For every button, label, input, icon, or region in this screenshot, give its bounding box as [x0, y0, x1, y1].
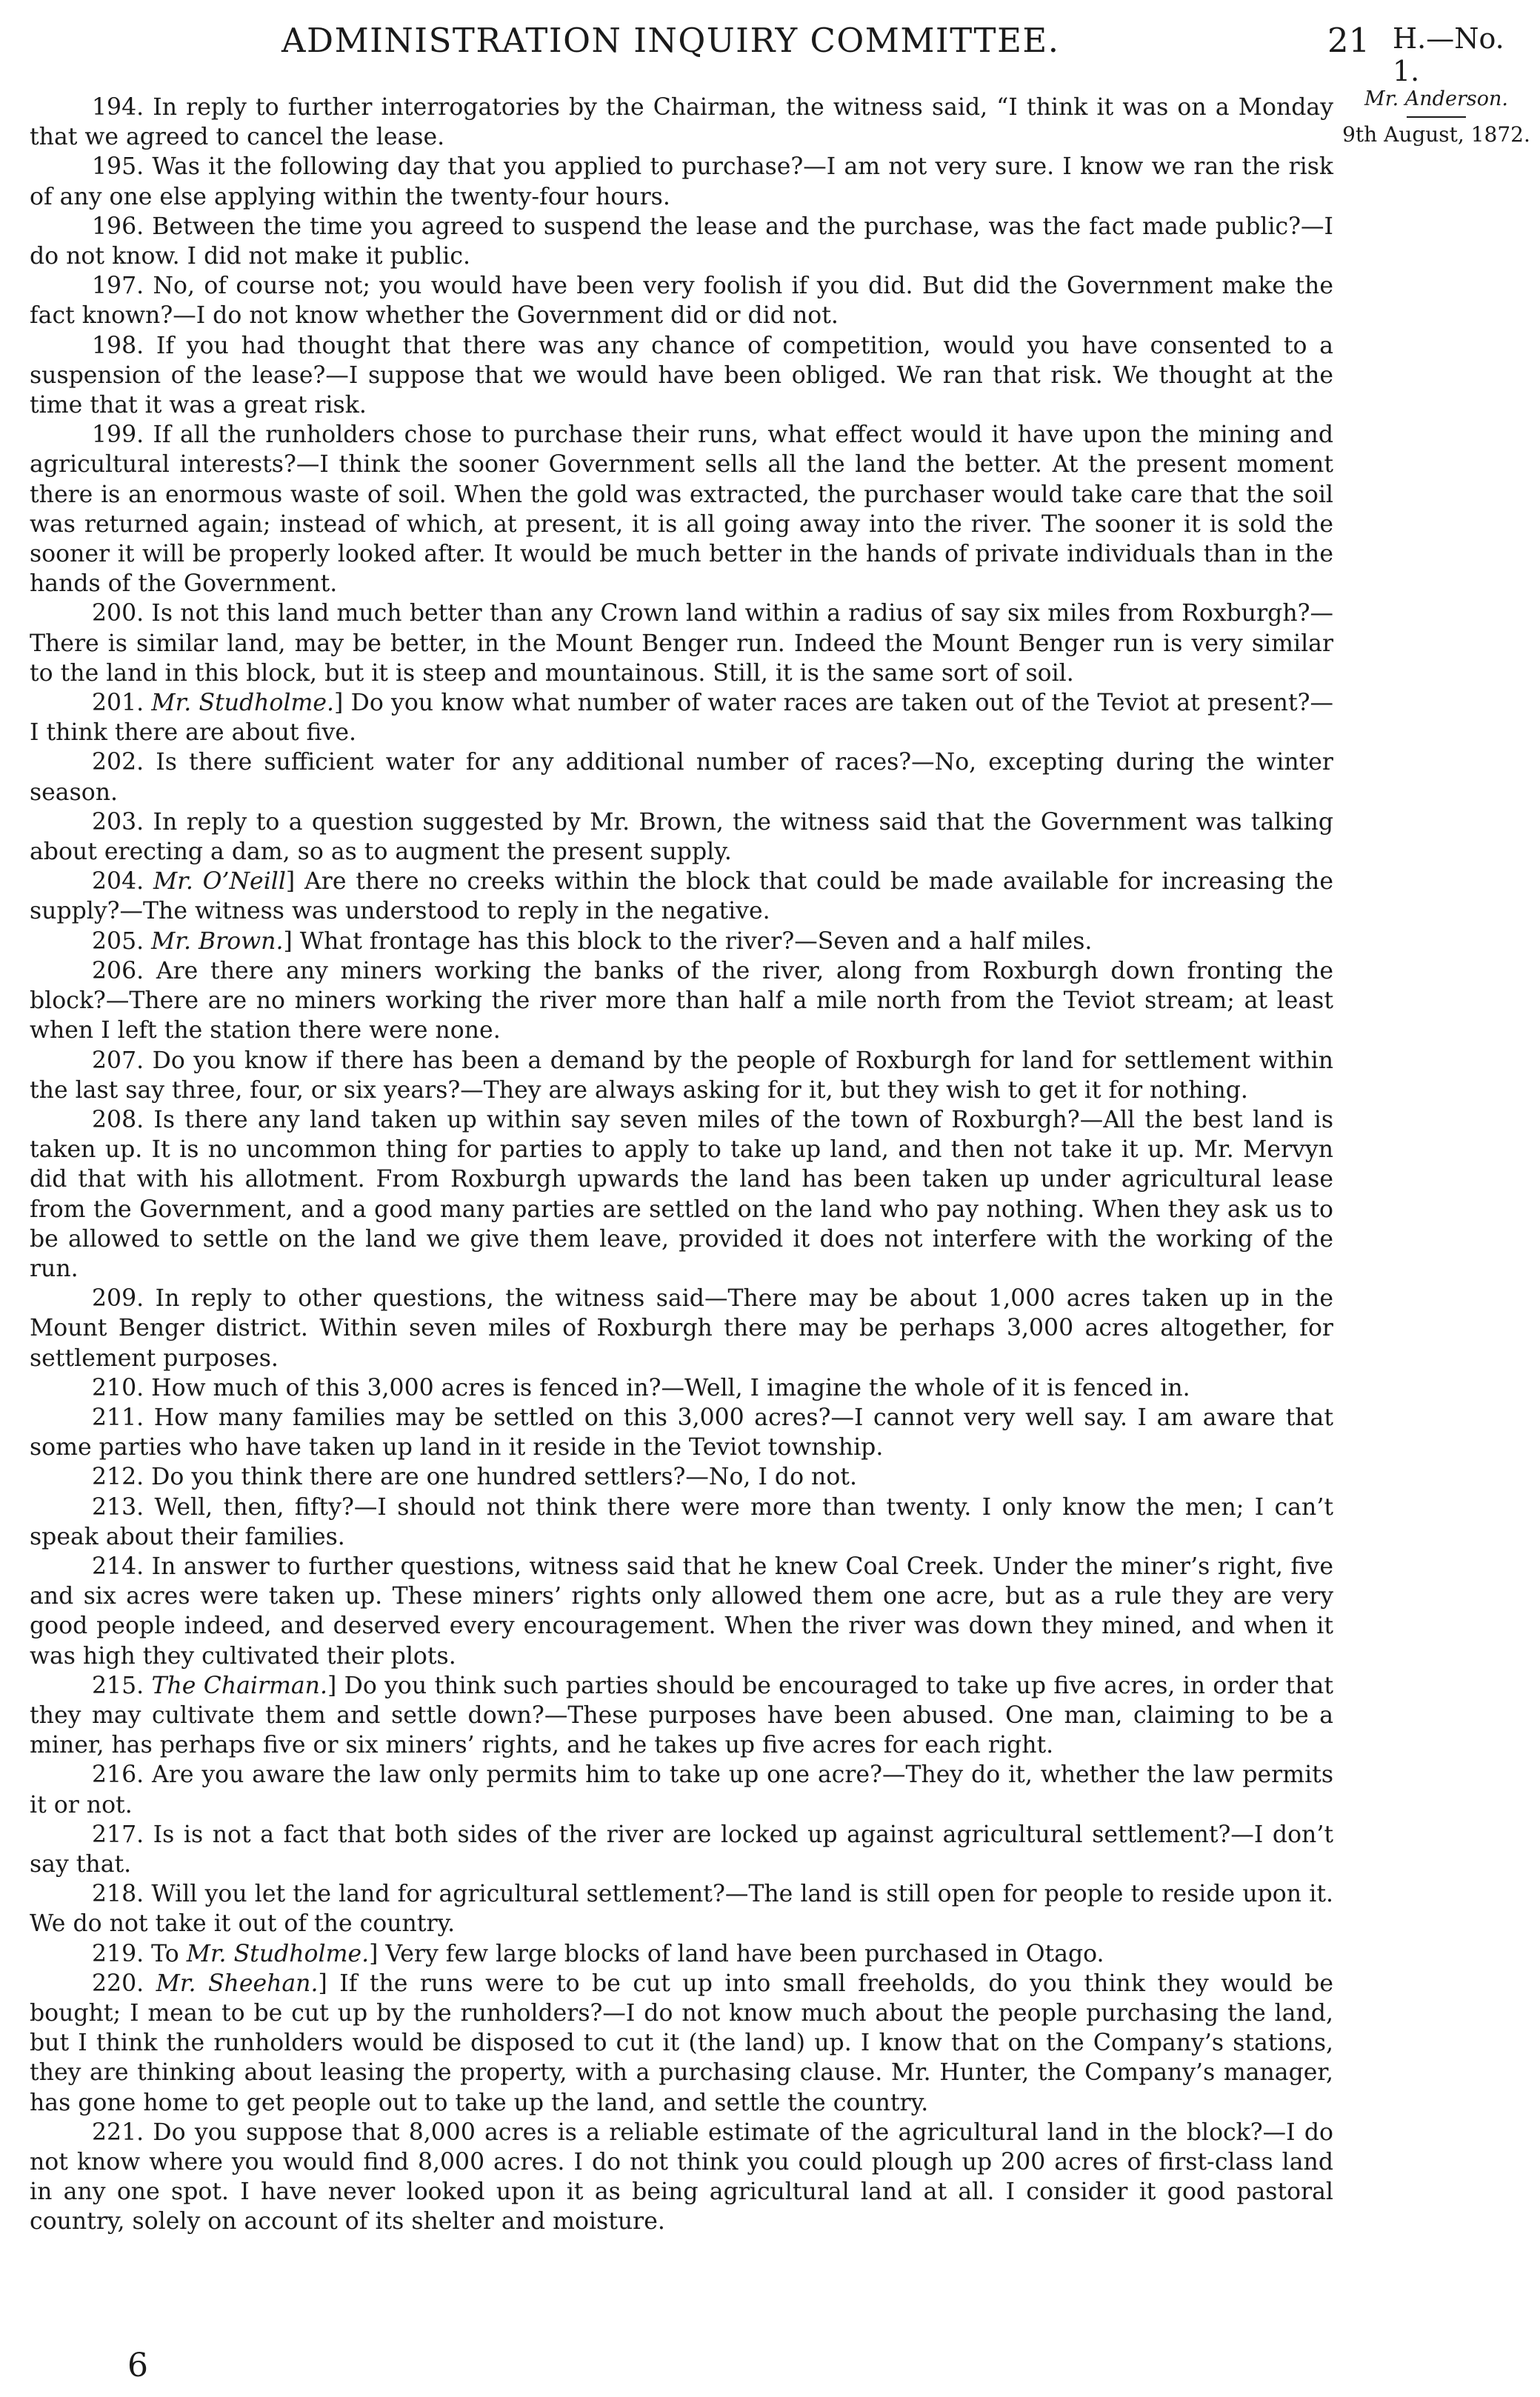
paragraph-text: 203. In reply to a question suggested by Mr. Brown, the witness said that the Government was talking about erecting a dam, so as to augment the present supply. — [30, 808, 1333, 866]
testimony-paragraph — [30, 927, 1333, 956]
paragraph-text: 204. — [92, 868, 153, 896]
testimony-paragraph — [30, 1373, 1333, 1403]
paragraph-text: 200. Is not this land much better than any Crown land within a radius of say six miles from Roxburgh?—There is similar land, may be better, in the Mount Benger run. Indeed the Mount Benger run is very similar to the land in this block, but it is steep and mountainous. Still, it is the same sort of soil. — [30, 600, 1333, 687]
testimony-paragraph — [30, 867, 1333, 926]
margin-date: 9th August, 1872. — [1342, 122, 1530, 147]
paragraph-text: 199. If all the runholders chose to purchase their runs, what effect would it have upon the mining and agricultural interests?—I think the sooner Government sells all the land the better. At the present moment there is an enormous waste of soil. When the gold was extracted, the purchaser would take care that the soil was returned again; instead of which, at present, it is all going away into the river. The sooner it is sold the sooner it will be properly looked after. It would be much better in the hands of private individuals than in the hands of the Government. — [30, 421, 1333, 598]
paragraph-text: 212. Do you think there are one hundred settlers?—No, I do not. — [92, 1464, 857, 1491]
testimony-paragraph — [30, 1969, 1333, 2118]
testimony-paragraph — [30, 1105, 1333, 1284]
paragraph-text: 207. Do you know if there has been a demand by the people of Roxburgh for land for settlement within the last say three, four, or six years?—They are always asking for it, but they wish to get it for nothing. — [30, 1047, 1333, 1104]
document-reference: H.—No. 1. — [1393, 22, 1504, 87]
paragraph-text: 210. How much of this 3,000 acres is fenced in?—Well, I imagine the whole of it is fenced in. — [92, 1374, 1190, 1401]
margin-witness-name: Mr. Anderson. — [1364, 87, 1508, 110]
paragraph-text: ] Very few large blocks of land have been purchased in Otago. — [369, 1940, 1104, 1967]
paragraph-text: 213. Well, then, fifty?—I should not think there were more than twenty. I only know the men; I can’t speak about their families. — [30, 1493, 1333, 1550]
testimony-paragraph — [30, 152, 1333, 211]
paragraph-text: 196. Between the time you agreed to suspend the lease and the purchase, was the fact made public?—I do not know. I did not make it public. — [30, 213, 1333, 270]
testimony-paragraph — [30, 807, 1333, 867]
testimony-paragraph — [30, 331, 1333, 421]
testimony-paragraph — [30, 1284, 1333, 1373]
page-header — [30, 21, 1511, 87]
testimony-paragraph — [30, 688, 1333, 747]
paragraph-text: 217. Is is not a fact that both sides of the river are locked up against agricultural settlement?—I don’t say that. — [30, 1821, 1333, 1878]
paragraph-text: 201. — [92, 690, 152, 717]
speaker-name: Mr. Studholme. — [186, 1940, 370, 1967]
paragraph-text: 218. Will you let the land for agricultural settlement?—The land is still open for people to reside upon it. We do not take it out of the country. — [30, 1881, 1333, 1938]
testimony-paragraph — [30, 420, 1333, 599]
testimony-paragraph — [30, 1671, 1333, 1761]
testimony-paragraph — [30, 1046, 1333, 1105]
testimony-paragraph — [30, 2118, 1333, 2237]
paragraph-text: 214. In answer to further questions, witness said that he knew Coal Creek. Under the miner’s right, five and six acres were taken up. These miners’ rights only allowed them one acre, but as a rule they are very good people indeed, and deserved every encouragement. When the river was down they mined, and when it was high they cultivated their plots. — [30, 1553, 1333, 1670]
speaker-name: Mr. Sheehan. — [156, 1970, 319, 1997]
paragraph-text: 206. Are there any miners working the banks of the river, along from Roxburgh down fronting the block?—There are no miners working the river more than half a mile north from the Teviot stream; at least when I left the station there were none. — [30, 957, 1333, 1044]
paragraph-text: 220. — [92, 1970, 156, 1997]
testimony-paragraph — [30, 1493, 1333, 1552]
testimony-paragraph — [30, 1760, 1333, 1819]
testimony-paragraph — [30, 212, 1333, 271]
testimony-paragraph — [30, 1403, 1333, 1462]
margin-rule — [1407, 116, 1466, 118]
page-number: 21 — [1327, 21, 1370, 60]
paragraph-text: 205. — [92, 927, 152, 955]
testimony-body — [30, 93, 1333, 2237]
paragraph-text: 198. If you had thought that there was any chance of competition, would you have consented to a suspension of the lease?—I suppose that we would have been obliged. We ran that risk. We thought at the time that it was a great risk. — [30, 332, 1333, 419]
speaker-name: The Chairman. — [151, 1672, 327, 1699]
header-title: ADMINISTRATION INQUIRY COMMITTEE. — [281, 21, 1060, 60]
speaker-name: Mr. O’Neill — [153, 868, 286, 896]
testimony-paragraph — [30, 271, 1333, 330]
paragraph-text: 209. In reply to other questions, the witness said—There may be about 1,000 acres taken up in the Mount Benger district. Within seven miles of Roxburgh there may be perhaps 3,000 acres altogether, for settlement purposes. — [30, 1285, 1333, 1372]
paragraph-text: 202. Is there sufficient water for any additional number of races?—No, excepting during the winter season. — [30, 749, 1333, 806]
testimony-paragraph — [30, 93, 1333, 152]
paragraph-text: 219. To — [92, 1940, 187, 1967]
testimony-paragraph — [30, 1462, 1333, 1492]
testimony-paragraph — [30, 1820, 1333, 1879]
signature-mark: 6 — [127, 2347, 148, 2384]
testimony-paragraph — [30, 747, 1333, 807]
testimony-paragraph — [30, 599, 1333, 688]
paragraph-text: ] Do you think such parties should be encouraged to take up five acres, in order that they may cultivate them and settle down?—These purposes have been abused. One man, claiming to be a miner, has perhaps five or six miners’ rights, and he takes up five acres for each right. — [30, 1672, 1333, 1759]
speaker-name: Mr. Studholme. — [151, 690, 335, 717]
paragraph-text: 215. — [92, 1672, 152, 1699]
paragraph-text: 211. How many families may be settled on this 3,000 acres?—I cannot very well say. I am aware that some parties who have taken up land in it reside in the Teviot township. — [30, 1404, 1333, 1461]
paragraph-text: 221. Do you suppose that 8,000 acres is a reliable estimate of the agricultural land in the block?—I do not know where you would find 8,000 acres. I do not think you could plough up 200 acres of first-class land in any one spot. I have never looked upon it as being agricultural land at all. I consider it good pastoral country, solely on account of its shelter and moisture. — [30, 2118, 1333, 2236]
paragraph-text: 208. Is there any land taken up within say seven miles of the town of Roxburgh?—All the best land is taken up. It is no uncommon thing for parties to apply to take up land, and then not take it up. Mr. Mervyn did that with his allotment. From Roxburgh upwards the land has been taken up under agricultural lease from the Government, and a good many parties are settled on the land who pay nothing. When they ask us to be allowed to settle on the land we give them leave, provided it does not interfere with the working of the run. — [30, 1106, 1333, 1282]
testimony-paragraph — [30, 1552, 1333, 1671]
testimony-paragraph — [30, 956, 1333, 1046]
paragraph-text: ] Are there no creeks within the block that could be made available for increasing the supply?—The witness was understood to reply in the negative. — [30, 868, 1333, 925]
paragraph-text: 194. In reply to further interrogatories by the Chairman, the witness said, “I think it was on a Monday that we agreed to cancel the lease. — [30, 94, 1333, 151]
testimony-paragraph — [30, 1879, 1333, 1938]
speaker-name: Mr. Brown. — [151, 927, 284, 955]
testimony-paragraph — [30, 1939, 1333, 1969]
paragraph-text: 216. Are you aware the law only permits him to take up one acre?—They do it, whether the law permits it or not. — [30, 1761, 1333, 1818]
paragraph-text: ] If the runs were to be cut up into small freeholds, do you think they would be bought; I mean to be cut up by the runholders?—I do not know much about the people purchasing the land, but I think the runholders would be disposed to cut it (the land) up. I know that on the Company’s stations, they are thinking about leasing the property, with a purchasing clause. Mr. Hunter, the Company’s manager, has gone home to get people out to take up the land, and settle the country. — [30, 1970, 1333, 2116]
paragraph-text: ] What frontage has this block to the river?—Seven and a half miles. — [283, 927, 1093, 955]
paragraph-text: 197. No, of course not; you would have been very foolish if you did. But did the Government make the fact known?—I do not know whether the Government did or did not. — [30, 273, 1333, 330]
paragraph-text: 195. Was it the following day that you applied to purchase?—I am not very sure. I know we ran the risk of any one else applying within the twenty-four hours. — [30, 153, 1333, 210]
margin-note — [1339, 87, 1533, 147]
paragraph-text: ] Do you know what number of water races are taken out of the Teviot at present?—I think there are about five. — [30, 690, 1333, 747]
